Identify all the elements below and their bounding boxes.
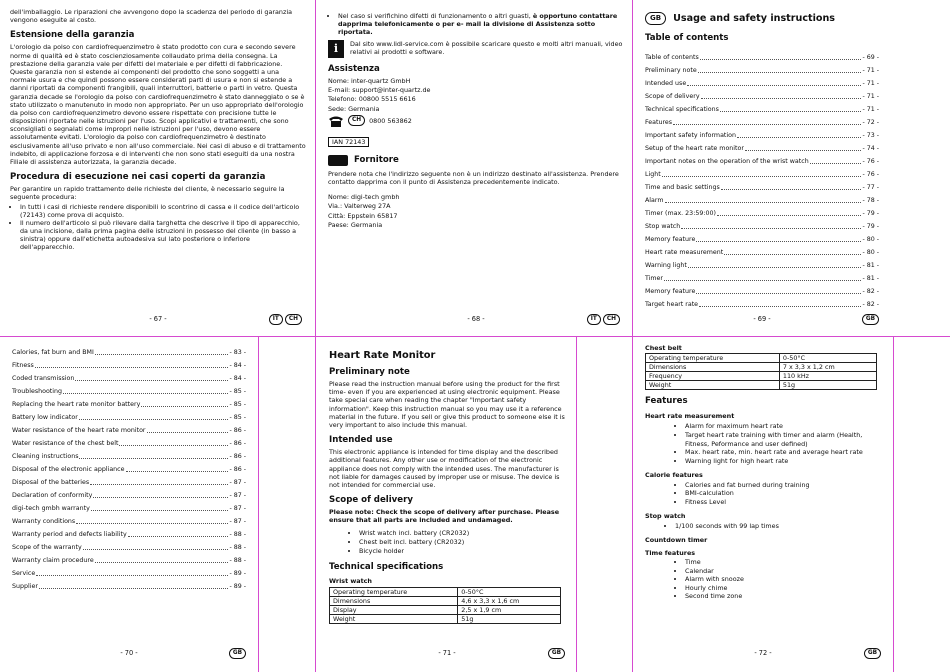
contact-line: Sede: Germania (328, 104, 380, 113)
supplier-note: Prendere nota che l'indirizzo seguente non è un indirizzo destinato all'assistenza. Prendere contatto dapprima con il punto di Assistenza precedentemente indicato. (328, 169, 619, 186)
toc-entry-title: Scope of delivery (645, 93, 700, 100)
info-text: Dal sito www.lidl-service.com è possibile scaricare questo e molti altri manuali, video relativi ai prodotti e software. (350, 40, 623, 57)
toc-entry[interactable] (645, 116, 879, 129)
spec-subheading: Chest belt (645, 344, 682, 352)
language-badge: CH (285, 314, 302, 325)
spec-subheading: Wrist watch (329, 577, 372, 586)
page-divider (893, 336, 894, 672)
toc-entry-page: - 89 - (229, 570, 246, 577)
list-item: • Calories and fat burned during training (685, 481, 881, 490)
toc-entry[interactable] (645, 259, 879, 272)
table-row: Frequency 110 kHz (646, 372, 877, 381)
toc-entry[interactable] (12, 502, 246, 515)
list-item: • Chest belt incl. battery (CR2032) (359, 538, 565, 547)
toc-entry-page: - 71 - (862, 106, 879, 113)
language-badge: GB (862, 314, 879, 325)
toc-entry-title: Technical specifications (645, 106, 719, 113)
language-badge: IT (269, 314, 283, 325)
toc-entry[interactable] (12, 463, 246, 476)
toc-entry-title: Time and basic settings (645, 184, 720, 191)
toc-entry-page: - 77 - (862, 184, 879, 191)
toc-entry[interactable] (12, 489, 246, 502)
toc-entry-page: - 86 - (229, 440, 246, 447)
toc-entry[interactable] (12, 528, 246, 541)
toc-entry[interactable] (12, 385, 246, 398)
toc-entry-page: - 85 - (229, 401, 246, 408)
toc-leader-dots (75, 372, 228, 381)
toc-entry[interactable] (12, 346, 246, 359)
page-72 (643, 344, 883, 666)
language-badge: GB (864, 648, 881, 659)
telephone-icon (328, 115, 344, 127)
toc-entry-title: Important safety information (645, 132, 736, 139)
toc-leader-dots (700, 51, 862, 60)
page-divider (632, 336, 633, 672)
toc-leader-dots (93, 489, 228, 498)
section-heading: Assistenza (328, 64, 380, 74)
language-badge: GB (548, 648, 565, 659)
support-list (328, 12, 624, 36)
toc-entry-title: Coded transmission (12, 375, 75, 382)
toc-entry[interactable] (645, 142, 879, 155)
toc-entry-page: - 76 - (862, 171, 879, 178)
toc-entry-title: Memory feature (645, 288, 696, 295)
spec-table (645, 353, 877, 390)
toc-leader-dots (36, 567, 228, 576)
toc-leader-dots (126, 463, 229, 472)
toc-leader-dots (79, 450, 228, 459)
page-divider (632, 0, 633, 336)
toc-entry-page: - 88 - (229, 544, 246, 551)
toc-entry[interactable] (12, 359, 246, 372)
toc-entry-title: Fitness (12, 362, 34, 369)
page-number: - 68 - (467, 315, 485, 323)
toc-entry[interactable] (645, 155, 879, 168)
table-row: Display 2,5 x 1,9 cm (330, 605, 561, 614)
toc-leader-dots (95, 346, 229, 355)
toc-leader-dots (119, 437, 228, 446)
list-item: • Target heart rate training with timer and alarm (Health, Fitness, Peformance and user defined) (685, 431, 881, 448)
toc-entry-title: Warranty claim procedure (12, 557, 94, 564)
toc-entry[interactable] (12, 424, 246, 437)
table-row: Operating temperature 0-50°C (646, 354, 877, 363)
section-heading: Fornitore (354, 155, 399, 166)
toc-leader-dots (76, 515, 228, 524)
toc-leader-dots (95, 554, 229, 563)
toc-entry[interactable] (645, 298, 879, 311)
toc-entry[interactable] (645, 272, 879, 285)
toc-entry-page: - 79 - (862, 223, 879, 230)
toc-leader-dots (665, 194, 862, 203)
toc-heading: Table of contents (645, 33, 729, 43)
address-line: Via.: Valterweg 27A (328, 202, 391, 211)
toc-entry-title: Battery low indicator (12, 414, 78, 421)
toc-entry-page: - 86 - (229, 427, 246, 434)
toc-leader-dots (721, 181, 862, 190)
page-number: - 69 - (753, 315, 771, 323)
page-69 (643, 0, 881, 332)
toc-entry[interactable] (645, 129, 879, 142)
toc-entry-page: - 80 - (862, 236, 879, 243)
feature-list (645, 422, 881, 465)
contact-line: Telefono: 00800 5515 6616 (328, 95, 416, 104)
toc-entry-page: - 88 - (229, 557, 246, 564)
list-item: • In tutti i casi di richieste rendere disponibili lo scontrino di cassa e il codice dell'articolo (72143) come prova di acquisto. (20, 203, 306, 219)
toc-leader-dots (688, 259, 862, 268)
page-divider (315, 0, 316, 336)
preliminary-text: Please read the instruction manual before using the product for the first time- even if you are experienced at using electronic equipment. Please take special care when reading the chapter "Important safety information". Keep this instruction manual so you may use it a reference material in the future. If you sell or give this product to someone else it is very important to also include this manual. (329, 380, 565, 429)
toc-entry-page: - 71 - (862, 80, 879, 87)
spec-table (329, 587, 561, 624)
table-of-contents (12, 346, 246, 593)
toc-leader-dots (810, 155, 862, 164)
toc-entry[interactable] (12, 450, 246, 463)
page-footer (10, 648, 248, 660)
toc-entry[interactable] (645, 285, 879, 298)
warranty-text: L'orologio da polso con cardiofrequenzimetro è stato prodotto con cura e secondo severe norme di qualità ed è stato coscienziosamente collaudato prima della consegna. La prestazione della garanzia vale per difetti del materiale e per difetti di fabbricazione. Queste garanzia non si estende ai componenti del prodotto che sono soggetti a una normale usura e che quindi possono essere considerati parti di usura e non si estende a danni riportati da componenti frangibili, quali interruttori, batterie o parti in vetro. Questa garanzia decade se l'orologio da polso con cardiofrequenzimetro è stato danneggiato o se è stato utilizzato o manutenuto in modo non appropriato. Per un uso appropriato dell'orologio da polso con cardiofrequenzimetro devono essere rispettate con precisione tutte le disposizioni riportate nelle istruzioni per l'uso. Scopi applicativi e trattamenti, che sono sconsigliati o segnalati come impropri nelle istruzioni per l'uso, devono essere assolutamente evitati. L'orologio da polso con cardiofrequenzimetro è destinato esclusivamente all'uso privato e non all'uso commerciale. Nei casi di abuso e di trattamento indebito, di applicazione forzosa e di interventi che non sono stati eseguiti da una nostra Filiale di assistenza autorizzata, la garanzia decade. (10, 43, 306, 166)
list-item: • Nel caso si verifichino difetti di funzionamento o altri guasti, è opportuno contattare dapprima telefonicamente o per e- mail la divisione di Assistenza sotto riportata. (338, 12, 624, 36)
toc-entry-page: - 82 - (862, 288, 879, 295)
toc-entry[interactable] (645, 77, 879, 90)
toc-entry-page: - 79 - (862, 210, 879, 217)
toc-leader-dots (724, 246, 861, 255)
info-note (328, 40, 624, 58)
toc-entry-title: Cleaning instructions (12, 453, 79, 460)
toc-entry-page: - 85 - (229, 414, 246, 421)
toc-entry-title: Warranty conditions (12, 518, 76, 525)
toc-entry[interactable] (12, 554, 246, 567)
toc-entry[interactable] (645, 103, 879, 116)
section-heading: Intended use (329, 435, 393, 446)
page-divider (315, 336, 316, 672)
procedure-text: Per garantire un rapido trattamento delle richieste del cliente, è necessario seguire la seguente procedura: (10, 185, 285, 202)
page-footer (327, 648, 567, 660)
list-item: • Max. heart rate, min. heart rate and average heart rate (685, 448, 881, 457)
toc-entry-title: Water resistance of the chest belt (12, 440, 119, 447)
toc-entry-page: - 84 - (229, 362, 246, 369)
list-item: • Alarm for maximum heart rate (685, 422, 881, 431)
page-number: - 67 - (149, 315, 167, 323)
toc-entry-page: - 81 - (862, 275, 879, 282)
list-item: • Il numero dell'articolo si può rilevare dalla targhetta che descrive il tipo di apparecchio, da una incisione, dalla prima pagina delle istruzioni in possesso del cliente (in basso a sinistra) oppure dall'etichetta autoadesiva sul lato posteriore o inferiore dell'apparecchio. (20, 219, 306, 251)
list-item: • BMI-calculation (685, 489, 881, 498)
toc-entry-page: - 71 - (862, 93, 879, 100)
toc-entry-title: digi-tech gmbh warranty (12, 505, 90, 512)
toc-entry[interactable] (645, 51, 879, 64)
toc-entry-title: Memory feature (645, 236, 696, 243)
list-item: • Bicycle holder (359, 547, 565, 556)
toc-entry-page: - 71 - (862, 67, 879, 74)
toc-leader-dots (745, 142, 861, 151)
page-footer (326, 314, 626, 326)
toc-leader-dots (720, 103, 862, 112)
toc-entry-title: Water resistance of the heart rate monitor (12, 427, 146, 434)
list-item: • Time (685, 558, 881, 567)
procedure-list (10, 203, 306, 251)
toc-entry-page: - 80 - (862, 249, 879, 256)
list-item: • 1/100 seconds with 99 lap times (675, 522, 881, 531)
list-item: • Hourly chime (685, 584, 881, 593)
table-row: Operating temperature 0-50°C (330, 587, 561, 596)
page-67 (8, 8, 308, 332)
phone-number: 0800 563862 (369, 116, 412, 125)
section-heading: Technical specifications (329, 562, 444, 573)
feature-subheading: Time features (645, 548, 696, 557)
toc-entry[interactable] (12, 567, 246, 580)
toc-entry-title: Warning light (645, 262, 687, 269)
contact-line: E-mail: support@inter-quartz.de (328, 86, 431, 95)
toc-entry-title: Stop watch (645, 223, 681, 230)
intro-text: dell'imballaggio. Le riparazioni che avvengono dopo la scadenza del periodo di garanzia vengono eseguite al costo. (10, 8, 293, 25)
toc-leader-dots (687, 77, 861, 86)
page-footer (643, 648, 883, 660)
toc-entry[interactable] (12, 476, 246, 489)
toc-leader-dots (737, 129, 861, 138)
feature-list (645, 481, 881, 507)
page-footer (8, 314, 308, 326)
toc-entry[interactable] (645, 64, 879, 77)
page-70 (10, 346, 248, 666)
toc-leader-dots (35, 359, 229, 368)
toc-leader-dots (39, 580, 228, 589)
address-line: Nome: digi-tech gmbh (328, 193, 400, 202)
page-68 (326, 8, 626, 332)
toc-entry-title: Service (12, 570, 36, 577)
toc-leader-dots (63, 385, 228, 394)
toc-entry[interactable] (12, 580, 246, 593)
page-header (645, 12, 879, 25)
contact-line: Nome: inter-quartz GmbH (328, 77, 411, 85)
section-heading: Procedura di esecuzione nei casi coperti da garanzia (10, 172, 266, 183)
toc-leader-dots (91, 502, 229, 511)
toc-entry-page: - 72 - (862, 119, 879, 126)
toc-entry-title: Features (645, 119, 673, 126)
toc-entry[interactable] (12, 437, 246, 450)
toc-entry[interactable] (645, 181, 879, 194)
language-badge: CH (603, 314, 620, 325)
toc-entry[interactable] (645, 220, 879, 233)
toc-entry-page: - 85 - (229, 388, 246, 395)
toc-entry-title: Disposal of the batteries (12, 479, 90, 486)
toc-entry[interactable] (12, 411, 246, 424)
toc-entry-title: Light (645, 171, 661, 178)
toc-leader-dots (128, 528, 229, 537)
toc-leader-dots (699, 298, 861, 307)
language-badge: GB (645, 12, 666, 25)
toc-entry-title: Troubleshooting (12, 388, 63, 395)
table-row: Dimensions 4,6 x 3,3 x 1,6 cm (330, 596, 561, 605)
toc-entry-page: - 73 - (862, 132, 879, 139)
toc-entry-title: Declaration of conformity (12, 492, 93, 499)
feature-subheading: Countdown timer (645, 535, 708, 544)
toc-entry[interactable] (12, 398, 246, 411)
toc-leader-dots (79, 411, 229, 420)
toc-entry-title: Target heart rate (645, 301, 699, 308)
toc-entry[interactable] (12, 372, 246, 385)
toc-leader-dots (696, 285, 861, 294)
list-item: • Fitness Level (685, 498, 881, 507)
toc-leader-dots (673, 116, 861, 125)
toc-leader-dots (696, 233, 861, 242)
toc-leader-dots (83, 541, 229, 550)
ian-code: IAN 72143 (328, 137, 369, 147)
feature-subheading: Heart rate measurement (645, 412, 735, 421)
toc-entry-page: - 88 - (229, 531, 246, 538)
toc-leader-dots (681, 220, 861, 229)
toc-leader-dots (717, 207, 862, 216)
toc-entry[interactable] (12, 515, 246, 528)
toc-entry-title: Alarm (645, 197, 664, 204)
toc-entry-title: Table of contents (645, 54, 699, 61)
toc-entry-page: - 87 - (229, 518, 246, 525)
toc-entry-title: Preliminary note (645, 67, 697, 74)
toc-leader-dots (90, 476, 228, 485)
toc-entry-page: - 74 - (862, 145, 879, 152)
toc-entry-page: - 69 - (862, 54, 879, 61)
feature-subheading: Stop watch (645, 511, 686, 520)
toc-entry-page: - 87 - (229, 479, 246, 486)
toc-leader-dots (701, 90, 862, 99)
table-row: Weight 51g (330, 614, 561, 623)
address-line: Città: Eppstein 65817 (328, 211, 398, 220)
page-divider (258, 336, 259, 672)
toc-leader-dots (698, 64, 862, 73)
toc-entry[interactable] (645, 207, 879, 220)
address-line: Paese: Germania (328, 220, 383, 229)
phone-row (328, 115, 624, 127)
section-heading: Preliminary note (329, 367, 410, 377)
toc-entry-page: - 81 - (862, 262, 879, 269)
toc-entry-page: - 87 - (229, 505, 246, 512)
toc-entry-page: - 83 - (229, 349, 246, 356)
toc-entry[interactable] (645, 90, 879, 103)
table-row: Weight 51g (646, 381, 877, 390)
toc-entry-page: - 82 - (862, 301, 879, 308)
list-item: • Warning light for high heart rate (685, 457, 881, 466)
language-badge: IT (587, 314, 601, 325)
table-row: Dimensions 7 x 3,3 x 1,2 cm (646, 363, 877, 372)
feature-list (645, 522, 881, 531)
toc-entry[interactable] (12, 541, 246, 554)
toc-entry-title: Scope of the warranty (12, 544, 82, 551)
page-title: Heart Rate Monitor (329, 350, 436, 361)
toc-entry-title: Calories, fat burn and BMI (12, 349, 94, 356)
country-badge: CH (348, 115, 365, 126)
section-heading: Scope of delivery (329, 495, 413, 506)
toc-entry[interactable] (645, 246, 879, 259)
toc-entry-page: - 86 - (229, 453, 246, 460)
page-footer (643, 314, 881, 326)
intended-use-text: This electronic appliance is intended for time display and the described additional features. Any other use or modification of the electronic appliance does not comply with the intended uses. The manufacturer is not liable for damages caused by improper use or misuse. The device is not intended for commercial use. (329, 448, 560, 489)
toc-entry-title: Timer (645, 275, 663, 282)
toc-entry-page: - 76 - (862, 158, 879, 165)
toc-entry[interactable] (645, 194, 879, 207)
toc-entry-title: Disposal of the electronic appliance (12, 466, 125, 473)
scope-note: Please note: Check the scope of delivery after purchase. Please ensure that all parts are included and undamaged. (329, 508, 560, 525)
page-number: - 72 - (754, 649, 772, 657)
list-item: • Second time zone (685, 592, 881, 601)
toc-entry-page: - 78 - (862, 197, 879, 204)
table-of-contents (645, 51, 879, 311)
toc-entry[interactable] (645, 168, 879, 181)
page-divider (0, 336, 950, 337)
toc-entry-page: - 84 - (229, 375, 246, 382)
toc-leader-dots (141, 398, 228, 407)
toc-entry-title: Important notes on the operation of the wrist watch (645, 158, 809, 165)
feature-list (645, 558, 881, 601)
toc-entry[interactable] (645, 233, 879, 246)
toc-entry-page: - 89 - (229, 583, 246, 590)
scope-list (329, 529, 565, 555)
toc-entry-title: Warranty period and defects liability (12, 531, 127, 538)
page-number: - 70 - (120, 649, 138, 657)
toc-entry-page: - 87 - (229, 492, 246, 499)
toc-entry-title: Setup of the heart rate monitor (645, 145, 744, 152)
section-heading: Estensione della garanzia (10, 30, 135, 41)
list-item: • Alarm with snooze (685, 575, 881, 584)
toc-leader-dots (662, 168, 862, 177)
toc-entry-title: Heart rate measurement (645, 249, 724, 256)
page-divider (576, 336, 577, 672)
toc-entry-title: Supplier (12, 583, 38, 590)
language-badge: GB (229, 648, 246, 659)
toc-entry-page: - 86 - (229, 466, 246, 473)
page-title: Usage and safety instructions (673, 13, 836, 24)
feature-subheading: Calorie features (645, 470, 703, 479)
list-item: • Wrist watch incl. battery (CR2032) (359, 529, 565, 538)
toc-entry-title: Intended use (645, 80, 687, 87)
page-number: - 71 - (438, 649, 456, 657)
list-item: • Calendar (685, 567, 881, 576)
page-71 (327, 340, 567, 666)
toc-leader-dots (147, 424, 229, 433)
truck-icon (328, 155, 348, 166)
toc-entry-title: Replacing the heart rate monitor battery (12, 401, 141, 408)
toc-entry-title: Timer (max. 23:59:00) (645, 210, 716, 217)
toc-leader-dots (664, 272, 861, 281)
section-heading: Features (645, 396, 688, 407)
info-icon: i (328, 40, 344, 58)
